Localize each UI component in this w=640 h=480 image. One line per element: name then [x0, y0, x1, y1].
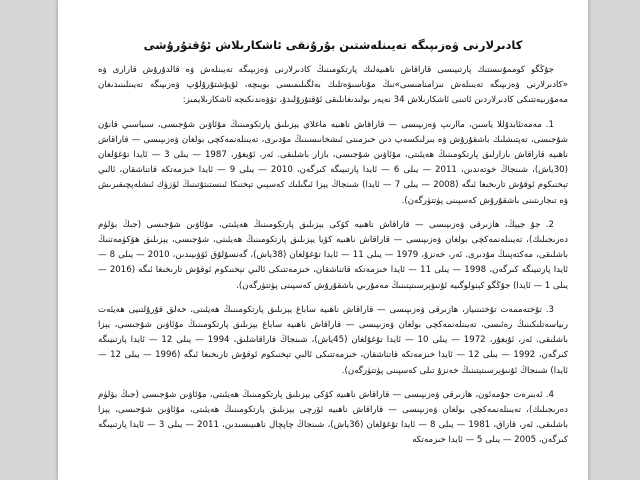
intro-paragraph: جۇڭگو كوممۇنىستىك پارتىيىسى قاراقاش ناھىيەلىك پارتكومىنىڭ كادىرلارنى ۋەزىپىگە تەيىنلەش ۋە قالدۇرۇش قارارى ۋە «كادىرلارنى ۋەزىپىگە تەيىنلەش نىزامنامىسى»نىڭ مۇناسىۋەتلىك بەلگىلىمىسى بويىچە، ئۇيۇشتۇرۇلۇپ ۋەزىپىگە تەيىنلىنىدىغان مەمۇرىيەتتىكى كادىرلاردىن ئاتىنى ئاشكارىلاش 34 نەپەر بولىدىغانلىقى ئۇقتۇرۇلىدۇ، تۆۋەندىكىچە ئاشكارىلايمىز: [98, 65, 568, 106]
paragraph-2: 2. جۇ جيېڭ، ھازىرقى ۋەزىپىسى — قاراقاش ناھىيە كۆكى يېزىلىق پارتكومىنىڭ ھەيئىتى، مۇئاۋىن شۇجىسى (جىڭ بۆلۈم دەرىجىلىك)، تەيىنلەنمەكچى بولغان ۋەزىپىسى — قاراقاش ناھىيە كۆيا يېزىلىق پارتكومىنىڭ ھەيئىتى، شۇجىسى، يېزىلىق ھۆكۈمەتنىڭ باشلىقى، مەكتەپنىڭ مۇدىرى. ئەر، خەنزۇ، 1979 — يىلى 11 — ئايدا تۇغۇلغان (38ياش)، گەنسۇلۇق ئۆۋىيىدىن، 2010 — يىلى 8 — ئايدا پارتىيىگە كىرگەن، 1998 — يىلى 11 — ئايدا خىزمەتكە قاتناشقان، خىزمەتتىكى ئالىي تېخنىكوم ئوقۇش تارىخىغا ئىگە (2016 — يىلى 1 — ئايدا) جۇڭگو كېنولوگىيە ئۇنىۋېرسىتېتىنىڭ مەمۇرىي باشقۇرۇش كەسپىنى پۈتتۈرگەن). [98, 219, 568, 291]
spacer [98, 381, 568, 388]
paragraph-1: 1. مەمەتئابدۇللا ياسىن، ماارىپ ۋەزىپىسى — قاراقاش ناھىيە ماغلاي يېزىلىق پارتكومىنىڭ مۇئاۋىن شۇجىسى، سىياسىي قانۇن شۇجىسى، تەپتىشلىك باشقۇرۇش ۋە بىرلىكسەپ دىن خىزمىتى ئىشخانىسىنىڭ مۇدىرى، تەيىنلەنمەكچى بولغان ۋەزىپىسى — قاراقاش ناھىيە قاراقاش بازارلىق پارتكومىنىڭ ھەيئىتى، مۇئاۋىن شۇجىسى، بازار باشلىقى. ئەر، ئۇيغۇر، 1987 — يىلى 3 — ئايدا تۇغۇلغان (30ياش)، شىنجاڭ خوتەندىن، 2011 — يىلى 6 — ئايدا پارتىيىگە كىرگەن، 2010 — يىلى 9 — ئايدا خىزمەتكە قاتناشقان، ئالىي تېخنىكوم ئوقۇش تارىخىغا ئىگە (2008 — يىلى 7 — ئايدا) شىنجاڭ يېزا ئىگىلىك كەسپىي تېخنىكا ئىنستىتۇتىنىڭ ئۆزۈك ئىشلەپچىقىرىش ۋە تىجارىتىنى باشقۇرۇش كەسپىنى پۈتتۈرگەن). [98, 119, 568, 206]
paragraph-3: 3. تۇختەممەت تۇختىنىياز، ھازىرقى ۋەزىپىسى — قاراقاش ناھىيە ساباغ يېزىلىق پارتكومىنىڭ ھەيئىتى، خەلق قۇرۇلتىيى ھەيئەت رىياسەتلىكىنىڭ رەئىسى، تەيىنلەنمەكچى بولغان ۋەزىپىسى — قاراقاش ناھىيە ساباغ يېزىلىق پارتكومىنىڭ مۇئاۋىن شۇجىسى، يېزا باشلىقى. ئەر، ئۇيغۇر، 1972 — يىلى 10 — ئايدا تۇغۇلغان (45ياش)، شىنجاڭ قاراقاشلىق، 1994 — يىلى 12 — ئايدا پارتىيىگە كىرگەن، 1992 — يىلى 12 — ئايدا خىزمەتكە قاتناشقان، خىزمەتتىكى ئالىي تېخنىكوم ئوقۇش تارىخىغا ئىگە (1996 — يىلى 12 — ئايدا) شىنجاڭ ئۇنىۋېرسىتېتىنىڭ خەنزۇ تىلى كەسپىنى پۈتتۈرگەن). [98, 304, 568, 376]
paragraph-4: 4. ئەبىرەت جۇمەئون، ھازىرقى ۋەزىپىسى — قاراقاش ناھىيە كۆكى يېزىلىق پارتكومىنىڭ ھەيئىتى، مۇئاۋىن شۇجىسى (جىڭ بۆلۈم دەرىجىلىك)، تەيىنلەنمەكچى بولغان ۋەزىپىسى — قاراقاش ناھىيە ئۆرچى يېزىلىق پارتكومىنىڭ ھەيئىتى، مۇئاۋىن شۇجىسى، يېزا باشلىقى. ئەر، قازاق، 1981 — يىلى 8 — ئايدا تۇغۇلغان (36ياش)، شىنجاڭ چاپچال ناھىيىسىدىن، 2011 — يىلى 3 — ئايدا پارتىيىگە كىرگەن، 2005 — يىلى 5 — ئايدا خىزمەتكە [98, 389, 568, 446]
spacer [98, 111, 568, 118]
document-page [58, 0, 588, 480]
document-content [98, 38, 568, 451]
document-title: كادىرلارنى ۋەزىپىگە تەيىنلەشتىن بۇرۇنقى ئاشكارىلاش ئۇقتۇرۇشى [143, 38, 523, 52]
spacer [98, 211, 568, 218]
spacer [98, 296, 568, 303]
